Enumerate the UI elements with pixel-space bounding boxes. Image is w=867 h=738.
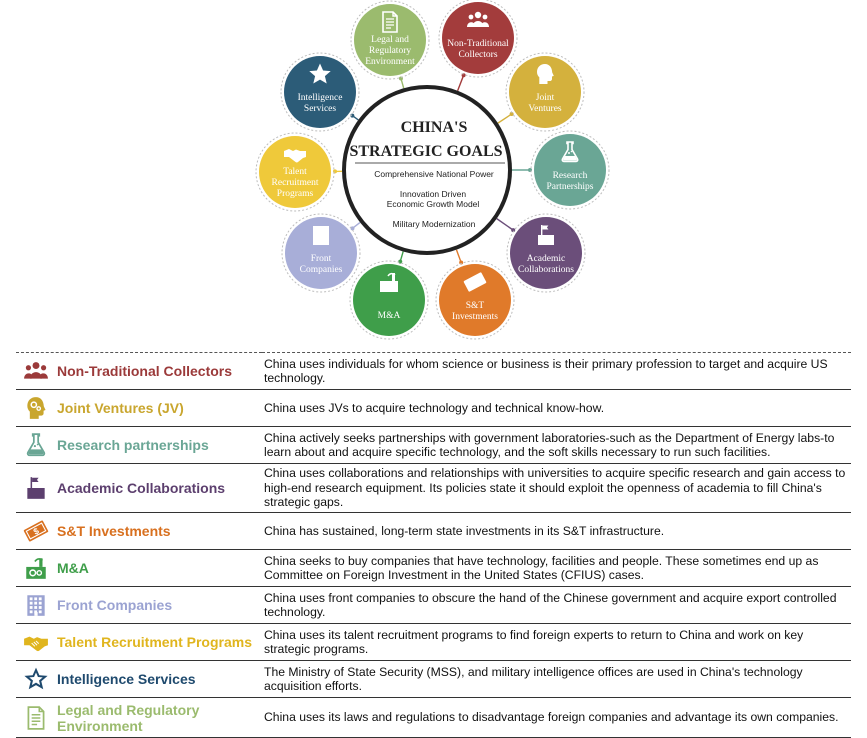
row-name-cell: [16, 587, 262, 624]
node-label-line: S&T: [466, 301, 485, 311]
row-name: Non-Traditional Collectors: [54, 363, 232, 379]
row-name-cell: [16, 661, 262, 698]
factory-icon: [23, 555, 49, 581]
center-goal-2-line2: Economic Growth Model: [387, 199, 480, 209]
row-name: Talent Recruitment Programs: [54, 634, 252, 650]
handshake-icon: [23, 629, 49, 655]
row-description: China uses individuals for whom science or business is their primary profession to target and acquire US technology.: [262, 353, 851, 390]
node-label-line: Collectors: [458, 50, 497, 60]
node-ma: [350, 261, 428, 339]
row-name-cell: [16, 353, 262, 390]
row-name-wrap: [16, 470, 262, 506]
row-description: China uses collaborations and relationships with universities to acquire specific research and gain access to high-end research equipment. Its policies state it should exploit the openness of academia to fill China's strategic gaps.: [262, 464, 851, 513]
row-name-wrap: [16, 624, 262, 660]
row-name: Legal and Regulatory Environment: [54, 702, 262, 734]
center-goal-3: Military Modernization: [393, 219, 476, 229]
node-nontrad: [439, 0, 517, 77]
row-description: The Ministry of State Security (MSS), and military intelligence offices are used in China's technology acquisition efforts.: [262, 661, 851, 698]
star-icon: [18, 663, 54, 695]
node-label-line: Recruitment: [272, 178, 319, 188]
people-group-icon: [18, 355, 54, 387]
node-label-line: Joint: [536, 93, 555, 103]
row-name-wrap: [16, 587, 262, 623]
head-gears-icon: [18, 392, 54, 424]
flask-icon: [18, 429, 54, 461]
node-label-line: Academic: [527, 254, 566, 264]
center-goal-1: Comprehensive National Power: [374, 169, 494, 179]
node-st: [436, 261, 514, 339]
node-label-line: Legal and: [371, 35, 409, 45]
row-description: China uses front companies to obscure the hand of the Chinese government and acquire export controlled technology.: [262, 587, 851, 624]
node-circle: [439, 264, 511, 336]
svg-text:$: $: [32, 526, 41, 537]
node-label-line: Non-Traditional: [447, 39, 509, 49]
node-label-line: M&A: [378, 311, 401, 321]
row-name: M&A: [54, 560, 89, 576]
people-group-icon: [23, 358, 49, 384]
row-description: China has sustained, long-term state investments in its S&T infrastructure.: [262, 513, 851, 550]
node-label-line: Front: [311, 254, 332, 264]
node-label-line: Research: [553, 171, 588, 181]
center-title-line1: CHINA'S: [401, 119, 468, 136]
table-row: [16, 353, 851, 390]
node-circle: [534, 134, 606, 206]
row-name-cell: [16, 550, 262, 587]
flag-podium-icon: [23, 475, 49, 501]
handshake-icon: [18, 626, 54, 658]
table-row: [16, 390, 851, 427]
node-label-line: Services: [304, 104, 336, 114]
table-row: [16, 661, 851, 698]
center-goal-2-line1: Innovation Driven: [400, 189, 466, 199]
node-label-line: Collaborations: [518, 265, 574, 275]
row-name-cell: [16, 464, 262, 513]
node-label-line: Environment: [365, 57, 415, 67]
svg-text:$: $: [471, 277, 480, 287]
node-label-line: Partnerships: [547, 182, 594, 192]
spoke-academic: [497, 219, 513, 230]
node-label-line: Companies: [300, 265, 343, 275]
row-name-cell: [16, 624, 262, 661]
node-front: [282, 214, 360, 292]
factory-icon: [18, 552, 54, 584]
strategic-goals-diagram: [0, 0, 867, 352]
node-research: [531, 131, 609, 209]
row-name: Research partnerships: [54, 437, 209, 453]
building-icon: [23, 592, 49, 618]
spoke-nontrad: [458, 75, 464, 90]
row-name: Joint Ventures (JV): [54, 400, 184, 416]
table-row: [16, 624, 851, 661]
building-icon: [18, 589, 54, 621]
flag-podium-icon: [18, 472, 54, 504]
node-jv: [506, 53, 584, 131]
row-name-wrap: [16, 427, 262, 463]
node-label-line: Investments: [452, 312, 498, 322]
row-name: Front Companies: [54, 597, 172, 613]
money-icon: [18, 515, 54, 547]
node-label-line: Ventures: [528, 104, 562, 114]
row-name-cell: [16, 390, 262, 427]
row-name-cell: [16, 513, 262, 550]
table-row: [16, 550, 851, 587]
star-icon: [23, 666, 49, 692]
node-legal: [351, 1, 429, 79]
node-talent: [256, 133, 334, 211]
row-description: China actively seeks partnerships with government laboratories-such as the Department of Energy labs-to learn about and acquire specific technology, and the soft skills necessary to run such facilities.: [262, 427, 851, 464]
row-name-wrap: [16, 661, 262, 697]
document-icon: [23, 705, 49, 731]
building-icon: [313, 226, 329, 245]
node-intel: [281, 53, 359, 131]
spoke-st: [456, 250, 461, 263]
node-label-line: Programs: [277, 189, 314, 199]
row-name: Academic Collaborations: [54, 480, 225, 496]
row-name-wrap: [16, 513, 262, 549]
row-name: S&T Investments: [54, 523, 171, 539]
row-name-wrap: [16, 353, 262, 389]
money-icon: [23, 518, 49, 544]
row-name-wrap: [16, 550, 262, 586]
spoke-jv: [498, 114, 512, 123]
table-row: [16, 587, 851, 624]
row-description: China uses its talent recruitment programs to find foreign experts to return to China and work on key strategic programs.: [262, 624, 851, 661]
document-icon: [18, 702, 54, 734]
table-row: [16, 427, 851, 464]
center-title-line2: STRATEGIC GOALS: [349, 143, 502, 160]
row-name-cell: [16, 427, 262, 464]
node-label-line: Regulatory: [369, 46, 411, 56]
methods-table: [16, 352, 851, 738]
row-name-wrap: [16, 390, 262, 426]
flask-icon: [23, 432, 49, 458]
node-academic: [507, 214, 585, 292]
node-label-line: Intelligence: [298, 93, 343, 103]
row-name-wrap: [16, 700, 262, 736]
table-row: [16, 513, 851, 550]
head-gears-icon: [23, 395, 49, 421]
table-row: [16, 464, 851, 513]
row-description: China uses its laws and regulations to disadvantage foreign companies and advantage its own companies.: [262, 698, 851, 738]
row-name: Intelligence Services: [54, 671, 196, 687]
node-label-line: Talent: [283, 167, 307, 177]
row-description: China uses JVs to acquire technology and technical know-how.: [262, 390, 851, 427]
row-description: China seeks to buy companies that have technology, facilities and people. These sometimes end up as Committee on Foreign Investment in the United States (CFIUS) cases.: [262, 550, 851, 587]
